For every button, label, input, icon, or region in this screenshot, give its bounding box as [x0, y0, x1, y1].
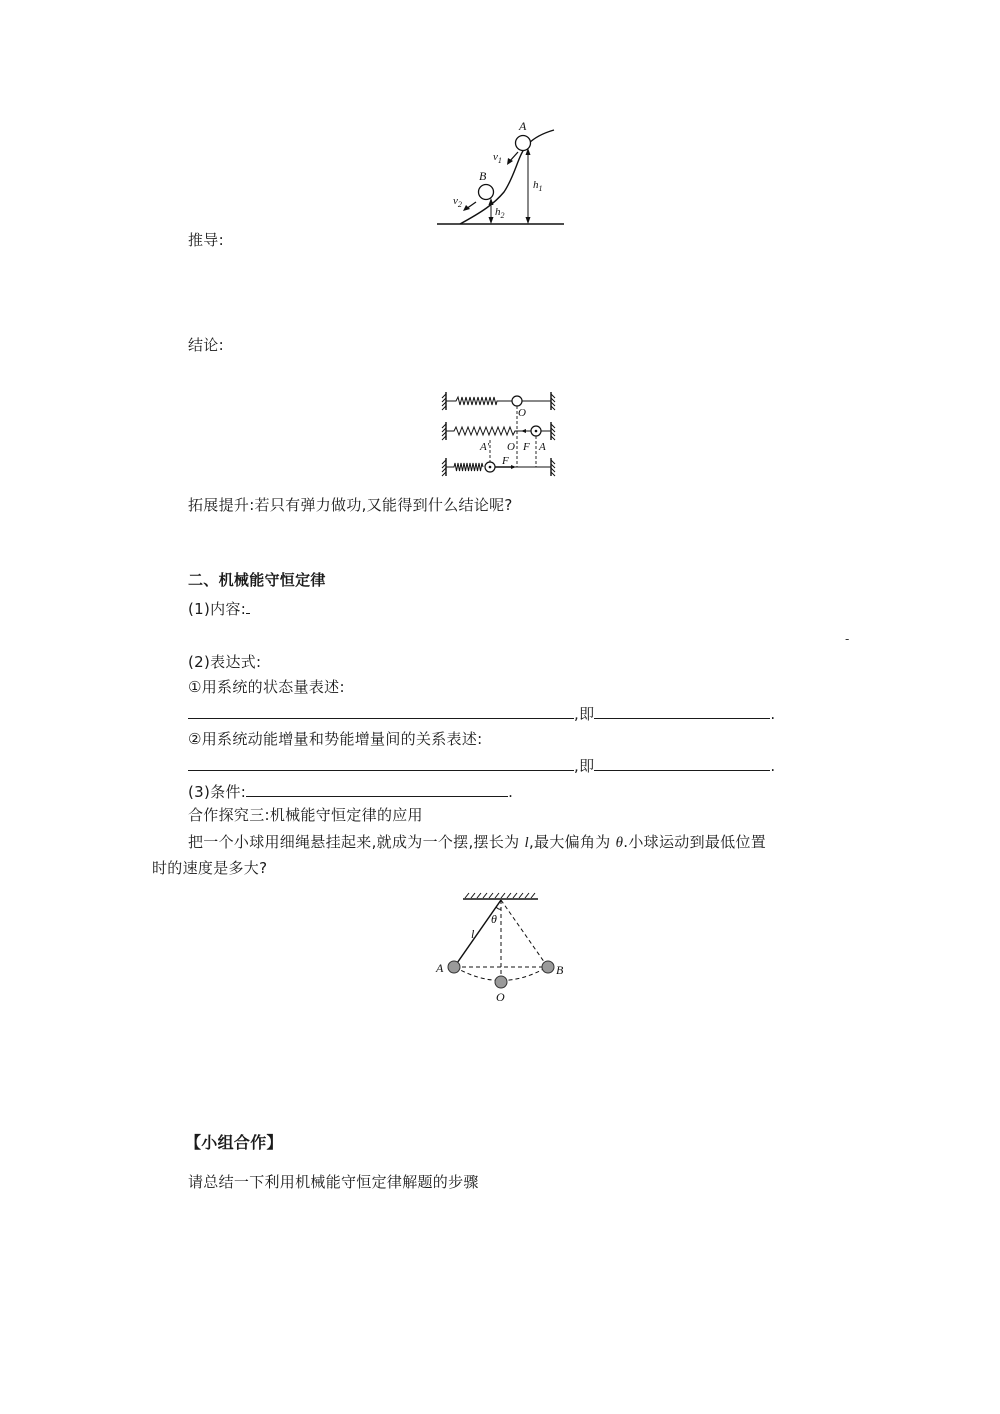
length-l-label: l [471, 927, 475, 941]
expr1-end: . [770, 705, 776, 723]
expr2-end: . [770, 757, 776, 775]
point-b-label: B [556, 963, 564, 977]
content-blank[interactable] [246, 597, 250, 614]
expr1-blank-b[interactable] [594, 702, 770, 719]
point-o-label: O [496, 990, 505, 1004]
problem-text-c: .小球运动到最低位置 [623, 833, 767, 851]
content-label-text: (1)内容: [188, 600, 247, 618]
o-mid-label: O [507, 441, 515, 453]
h1-label: $h_1$ [533, 179, 543, 193]
ball-a-label: A [519, 119, 527, 133]
expr2-connector: ,即 [574, 757, 595, 775]
section2-heading: 二、机械能守恒定律 [188, 571, 326, 589]
group-heading: 【小组合作】 [185, 1133, 283, 1152]
derivation-label: 推导: [188, 231, 224, 249]
problem-line2: 时的速度是多大? [152, 859, 268, 877]
ball-b-label: B [479, 169, 487, 183]
expr1-connector: ,即 [574, 705, 595, 723]
group-prompt: 请总结一下利用机械能守恒定律解题的步骤 [188, 1173, 479, 1191]
expr1-label: ①用系统的状态量表述: [188, 678, 345, 696]
expr2-answer-row [188, 754, 775, 776]
slope-energy-figure [432, 112, 572, 230]
pendulum-figure [428, 888, 573, 1008]
angle-theta-label: θ [491, 912, 497, 926]
v2-label: $v_2$ [453, 195, 462, 209]
expr1-blank-a[interactable] [188, 702, 574, 719]
section3-heading: 合作探究三:机械能守恒定律的应用 [188, 806, 423, 824]
conclusion-label: 结论: [188, 336, 224, 354]
problem-line1 [188, 832, 766, 853]
h2-label: $h_2$ [495, 206, 505, 220]
condition-label: (3)条件: [188, 783, 247, 801]
f-bottom-label: F [502, 455, 509, 467]
expression-label: (2)表达式: [188, 653, 262, 671]
condition-blank[interactable] [246, 780, 508, 797]
v1-label: $v_1$ [493, 151, 502, 165]
expr2-blank-b[interactable] [594, 754, 770, 771]
var-theta: θ [615, 835, 624, 851]
a-prime-label: A′ [480, 441, 490, 453]
var-l: l [524, 835, 529, 851]
condition-row [188, 780, 513, 802]
problem-text-b: ,最大偏角为 [528, 833, 616, 851]
condition-end: . [508, 783, 514, 801]
point-a-label: A [436, 961, 444, 975]
expr1-answer-row [188, 702, 775, 724]
f-mid-label: F [523, 441, 530, 453]
content-label [188, 597, 250, 619]
stray-mark: - [845, 632, 850, 646]
extension-question: 拓展提升:若只有弹力做功,又能得到什么结论呢? [188, 496, 513, 514]
expr2-blank-a[interactable] [188, 754, 574, 771]
expr2-label: ②用系统动能增量和势能增量间的关系表述: [188, 730, 483, 748]
spring-oscillator-figure [438, 388, 563, 483]
a-mid-label: A [539, 441, 546, 453]
problem-text-a: 把一个小球用细绳悬挂起来,就成为一个摆,摆长为 [188, 833, 525, 851]
o-top-label: O [518, 407, 526, 419]
